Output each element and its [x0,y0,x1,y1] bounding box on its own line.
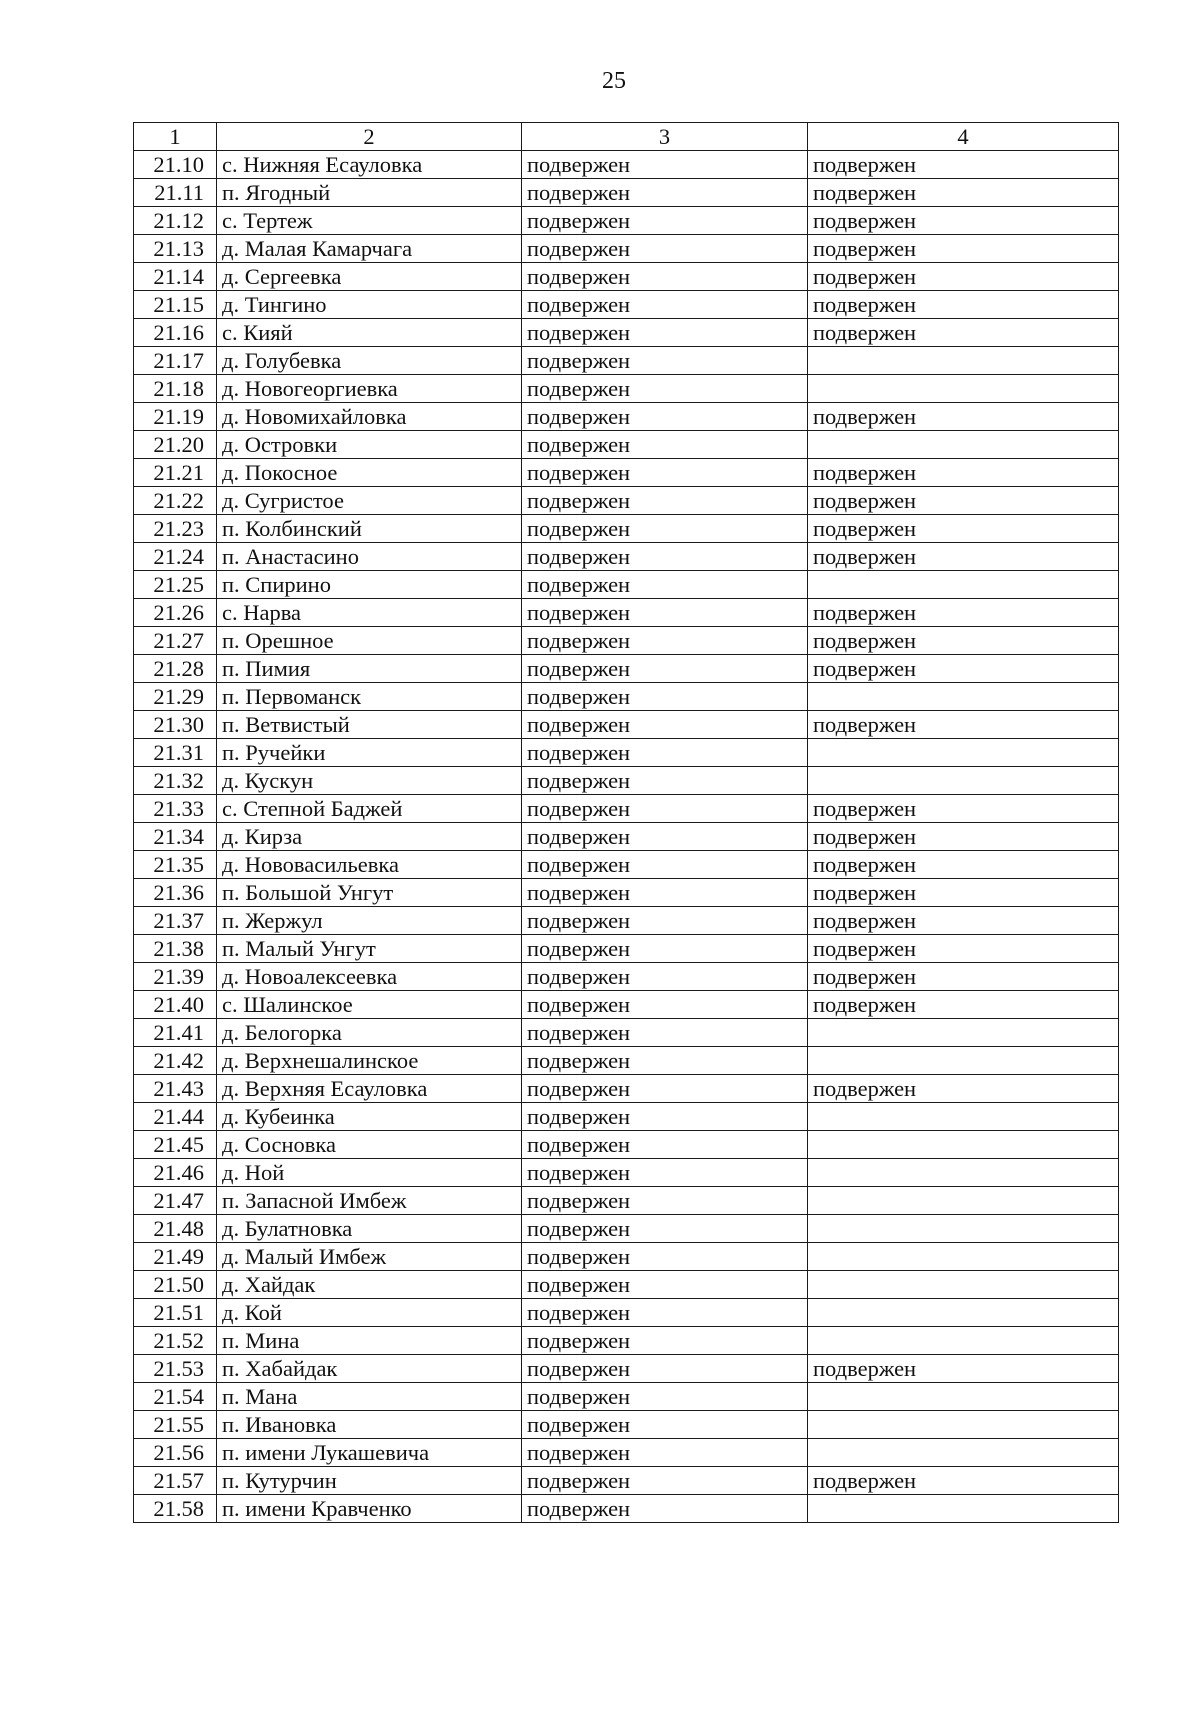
row-number-cell: 21.18 [134,375,217,403]
settlement-name-cell: с. Нижняя Есауловка [217,151,522,179]
row-number-cell: 21.23 [134,515,217,543]
settlement-name-cell: с. Шалинское [217,991,522,1019]
column-4-cell [808,1187,1119,1215]
column-4-cell [808,1243,1119,1271]
table-header-row [134,123,1119,151]
column-3-cell: подвержен [522,1355,808,1383]
column-4-cell: подвержен [808,1355,1119,1383]
table-row [134,1439,1119,1467]
settlement-name-cell: д. Верхняя Есауловка [217,1075,522,1103]
column-3-cell: подвержен [522,823,808,851]
column-3-cell: подвержен [522,1131,808,1159]
column-4-cell: подвержен [808,599,1119,627]
column-4-cell: подвержен [808,963,1119,991]
table-row [134,487,1119,515]
column-3-cell: подвержен [522,655,808,683]
table-row [134,1271,1119,1299]
settlement-name-cell: д. Новогеоргиевка [217,375,522,403]
settlement-name-cell: д. Малая Камарчага [217,235,522,263]
row-number-cell: 21.30 [134,711,217,739]
column-3-cell: подвержен [522,1243,808,1271]
table-row [134,1355,1119,1383]
column-3-cell: подвержен [522,1075,808,1103]
column-4-cell: подвержен [808,179,1119,207]
row-number-cell: 21.27 [134,627,217,655]
page-number: 25 [602,68,626,94]
row-number-cell: 21.58 [134,1495,217,1523]
column-4-cell: подвержен [808,235,1119,263]
row-number-cell: 21.44 [134,1103,217,1131]
settlement-name-cell: д. Покосное [217,459,522,487]
column-3-cell: подвержен [522,1299,808,1327]
row-number-cell: 21.47 [134,1187,217,1215]
table-row [134,151,1119,179]
table-row [134,963,1119,991]
settlement-name-cell: п. Орешное [217,627,522,655]
column-4-cell [808,739,1119,767]
row-number-cell: 21.46 [134,1159,217,1187]
column-4-cell: подвержен [808,655,1119,683]
column-3-cell: подвержен [522,935,808,963]
column-4-cell: подвержен [808,487,1119,515]
column-3-cell: подвержен [522,487,808,515]
table-row [134,935,1119,963]
table-row [134,179,1119,207]
column-4-cell: подвержен [808,207,1119,235]
column-3-cell: подвержен [522,1019,808,1047]
column-3-cell: подвержен [522,151,808,179]
table-row [134,1187,1119,1215]
row-number-cell: 21.39 [134,963,217,991]
column-3-cell: подвержен [522,431,808,459]
settlement-name-cell: д. Кирза [217,823,522,851]
row-number-cell: 21.43 [134,1075,217,1103]
row-number-cell: 21.38 [134,935,217,963]
table-row [134,739,1119,767]
column-3-cell: подвержен [522,795,808,823]
row-number-cell: 21.36 [134,879,217,907]
row-number-cell: 21.21 [134,459,217,487]
column-3-cell: подвержен [522,963,808,991]
table-row [134,571,1119,599]
column-3-cell: подвержен [522,375,808,403]
column-4-cell: подвержен [808,711,1119,739]
table-row [134,823,1119,851]
column-4-cell: подвержен [808,1075,1119,1103]
column-3-cell: подвержен [522,347,808,375]
settlement-name-cell: п. Ветвистый [217,711,522,739]
settlement-name-cell: д. Кускун [217,767,522,795]
column-4-cell: подвержен [808,907,1119,935]
column-4-cell: подвержен [808,935,1119,963]
settlement-name-cell: п. Ивановка [217,1411,522,1439]
column-3-cell: подвержен [522,907,808,935]
settlement-name-cell: д. Сергеевка [217,263,522,291]
row-number-cell: 21.25 [134,571,217,599]
table-row [134,627,1119,655]
column-3-cell: подвержен [522,403,808,431]
settlements-table [133,122,1119,1523]
table-row [134,291,1119,319]
column-3-cell: подвержен [522,1383,808,1411]
column-3-cell: подвержен [522,1187,808,1215]
table-row [134,319,1119,347]
column-3-cell: подвержен [522,1159,808,1187]
column-4-cell [808,1411,1119,1439]
column-3-cell: подвержен [522,1215,808,1243]
column-4-cell: подвержен [808,627,1119,655]
column-3-cell: подвержен [522,1467,808,1495]
table-body [134,151,1119,1523]
column-3-cell: подвержен [522,207,808,235]
row-number-cell: 21.50 [134,1271,217,1299]
column-3-cell: подвержен [522,991,808,1019]
table-row [134,851,1119,879]
row-number-cell: 21.53 [134,1355,217,1383]
column-3-cell: подвержен [522,1327,808,1355]
row-number-cell: 21.19 [134,403,217,431]
row-number-cell: 21.11 [134,179,217,207]
row-number-cell: 21.22 [134,487,217,515]
settlement-name-cell: д. Булатновка [217,1215,522,1243]
column-3-cell: подвержен [522,1411,808,1439]
settlement-name-cell: д. Хайдак [217,1271,522,1299]
column-4-cell [808,1327,1119,1355]
column-4-cell: подвержен [808,1467,1119,1495]
table-row [134,1467,1119,1495]
column-4-cell: подвержен [808,851,1119,879]
row-number-cell: 21.14 [134,263,217,291]
column-4-cell [808,375,1119,403]
column-4-cell [808,347,1119,375]
table-row [134,767,1119,795]
column-header-2: 2 [217,123,522,151]
table-row [134,711,1119,739]
row-number-cell: 21.32 [134,767,217,795]
column-4-cell [808,1103,1119,1131]
settlement-name-cell: д. Нововасильевка [217,851,522,879]
settlement-name-cell: п. Мина [217,1327,522,1355]
table-row [134,1243,1119,1271]
table-row [134,1411,1119,1439]
settlement-name-cell: д. Ной [217,1159,522,1187]
column-4-cell: подвержен [808,823,1119,851]
table-row [134,1075,1119,1103]
settlement-name-cell: п. Жержул [217,907,522,935]
column-3-cell: подвержен [522,599,808,627]
settlement-name-cell: п. Анастасино [217,543,522,571]
row-number-cell: 21.35 [134,851,217,879]
settlement-name-cell: п. Пимия [217,655,522,683]
settlement-name-cell: п. имени Лукашевича [217,1439,522,1467]
row-number-cell: 21.12 [134,207,217,235]
settlement-name-cell: д. Верхнешалинское [217,1047,522,1075]
table-row [134,459,1119,487]
settlement-name-cell: п. Ягодный [217,179,522,207]
table-row [134,1383,1119,1411]
settlement-name-cell: п. Малый Унгут [217,935,522,963]
column-header-3: 3 [522,123,808,151]
column-4-cell: подвержен [808,459,1119,487]
row-number-cell: 21.37 [134,907,217,935]
table-row [134,795,1119,823]
table-row [134,1047,1119,1075]
column-3-cell: подвержен [522,1271,808,1299]
row-number-cell: 21.42 [134,1047,217,1075]
column-4-cell [808,1271,1119,1299]
row-number-cell: 21.26 [134,599,217,627]
row-number-cell: 21.56 [134,1439,217,1467]
row-number-cell: 21.49 [134,1243,217,1271]
row-number-cell: 21.16 [134,319,217,347]
settlement-name-cell: д. Островки [217,431,522,459]
row-number-cell: 21.57 [134,1467,217,1495]
settlement-name-cell: п. Колбинский [217,515,522,543]
column-4-cell [808,431,1119,459]
settlement-name-cell: п. Запасной Имбеж [217,1187,522,1215]
row-number-cell: 21.28 [134,655,217,683]
column-4-cell [808,1019,1119,1047]
column-3-cell: подвержен [522,543,808,571]
settlement-name-cell: д. Сосновка [217,1131,522,1159]
column-4-cell: подвержен [808,403,1119,431]
column-4-cell [808,1299,1119,1327]
column-4-cell: подвержен [808,795,1119,823]
column-4-cell [808,683,1119,711]
table-row [134,1159,1119,1187]
row-number-cell: 21.51 [134,1299,217,1327]
row-number-cell: 21.54 [134,1383,217,1411]
table-row [134,347,1119,375]
column-4-cell: подвержен [808,151,1119,179]
settlement-name-cell: д. Новомихайловка [217,403,522,431]
table-row [134,991,1119,1019]
table-row [134,1495,1119,1523]
column-3-cell: подвержен [522,1439,808,1467]
row-number-cell: 21.31 [134,739,217,767]
table-row [134,879,1119,907]
settlement-name-cell: с. Тертеж [217,207,522,235]
column-header-1: 1 [134,123,217,151]
column-4-cell [808,1047,1119,1075]
table-row [134,1215,1119,1243]
row-number-cell: 21.55 [134,1411,217,1439]
table-row [134,543,1119,571]
table-row [134,1327,1119,1355]
table-row [134,655,1119,683]
settlement-name-cell: п. Спирино [217,571,522,599]
column-3-cell: подвержен [522,515,808,543]
settlement-name-cell: п. Кутурчин [217,1467,522,1495]
row-number-cell: 21.40 [134,991,217,1019]
settlement-name-cell: с. Кияй [217,319,522,347]
row-number-cell: 21.41 [134,1019,217,1047]
settlement-name-cell: д. Белогорка [217,1019,522,1047]
settlement-name-cell: п. Ручейки [217,739,522,767]
column-3-cell: подвержен [522,1103,808,1131]
column-3-cell: подвержен [522,263,808,291]
column-4-cell: подвержен [808,515,1119,543]
column-3-cell: подвержен [522,179,808,207]
settlement-name-cell: п. Хабайдак [217,1355,522,1383]
column-3-cell: подвержен [522,571,808,599]
settlement-name-cell: с. Нарва [217,599,522,627]
column-3-cell: подвержен [522,739,808,767]
column-3-cell: подвержен [522,291,808,319]
settlement-name-cell: п. Мана [217,1383,522,1411]
column-4-cell [808,1215,1119,1243]
column-header-4: 4 [808,123,1119,151]
settlement-name-cell: п. имени Кравченко [217,1495,522,1523]
table-row [134,375,1119,403]
row-number-cell: 21.20 [134,431,217,459]
column-3-cell: подвержен [522,767,808,795]
column-4-cell: подвержен [808,319,1119,347]
column-4-cell [808,1159,1119,1187]
row-number-cell: 21.33 [134,795,217,823]
column-4-cell: подвержен [808,291,1119,319]
row-number-cell: 21.13 [134,235,217,263]
column-3-cell: подвержен [522,235,808,263]
column-4-cell: подвержен [808,543,1119,571]
row-number-cell: 21.45 [134,1131,217,1159]
row-number-cell: 21.15 [134,291,217,319]
row-number-cell: 21.24 [134,543,217,571]
column-4-cell [808,571,1119,599]
table-row [134,515,1119,543]
column-3-cell: подвержен [522,1495,808,1523]
column-4-cell: подвержен [808,263,1119,291]
settlement-name-cell: п. Первоманск [217,683,522,711]
table-row [134,1019,1119,1047]
row-number-cell: 21.34 [134,823,217,851]
column-3-cell: подвержен [522,879,808,907]
table-row [134,235,1119,263]
row-number-cell: 21.10 [134,151,217,179]
table-row [134,403,1119,431]
settlement-name-cell: д. Малый Имбеж [217,1243,522,1271]
settlement-name-cell: д. Тингино [217,291,522,319]
row-number-cell: 21.48 [134,1215,217,1243]
column-3-cell: подвержен [522,627,808,655]
column-3-cell: подвержен [522,683,808,711]
settlement-name-cell: с. Степной Баджей [217,795,522,823]
column-3-cell: подвержен [522,851,808,879]
column-4-cell [808,1439,1119,1467]
settlement-name-cell: д. Голубевка [217,347,522,375]
column-4-cell [808,1495,1119,1523]
settlement-name-cell: д. Сугристое [217,487,522,515]
column-4-cell [808,1131,1119,1159]
column-3-cell: подвержен [522,711,808,739]
settlement-name-cell: д. Кой [217,1299,522,1327]
table-row [134,683,1119,711]
column-3-cell: подвержен [522,319,808,347]
table-row [134,1299,1119,1327]
column-4-cell [808,767,1119,795]
row-number-cell: 21.52 [134,1327,217,1355]
column-4-cell [808,1383,1119,1411]
settlement-name-cell: п. Большой Унгут [217,879,522,907]
table-row [134,907,1119,935]
settlement-name-cell: д. Кубеинка [217,1103,522,1131]
column-3-cell: подвержен [522,1047,808,1075]
table-row [134,1131,1119,1159]
row-number-cell: 21.29 [134,683,217,711]
row-number-cell: 21.17 [134,347,217,375]
column-4-cell: подвержен [808,991,1119,1019]
table-row [134,1103,1119,1131]
table-row [134,207,1119,235]
table-row [134,431,1119,459]
column-4-cell: подвержен [808,879,1119,907]
column-3-cell: подвержен [522,459,808,487]
table-row [134,263,1119,291]
table-row [134,599,1119,627]
settlement-name-cell: д. Новоалексеевка [217,963,522,991]
